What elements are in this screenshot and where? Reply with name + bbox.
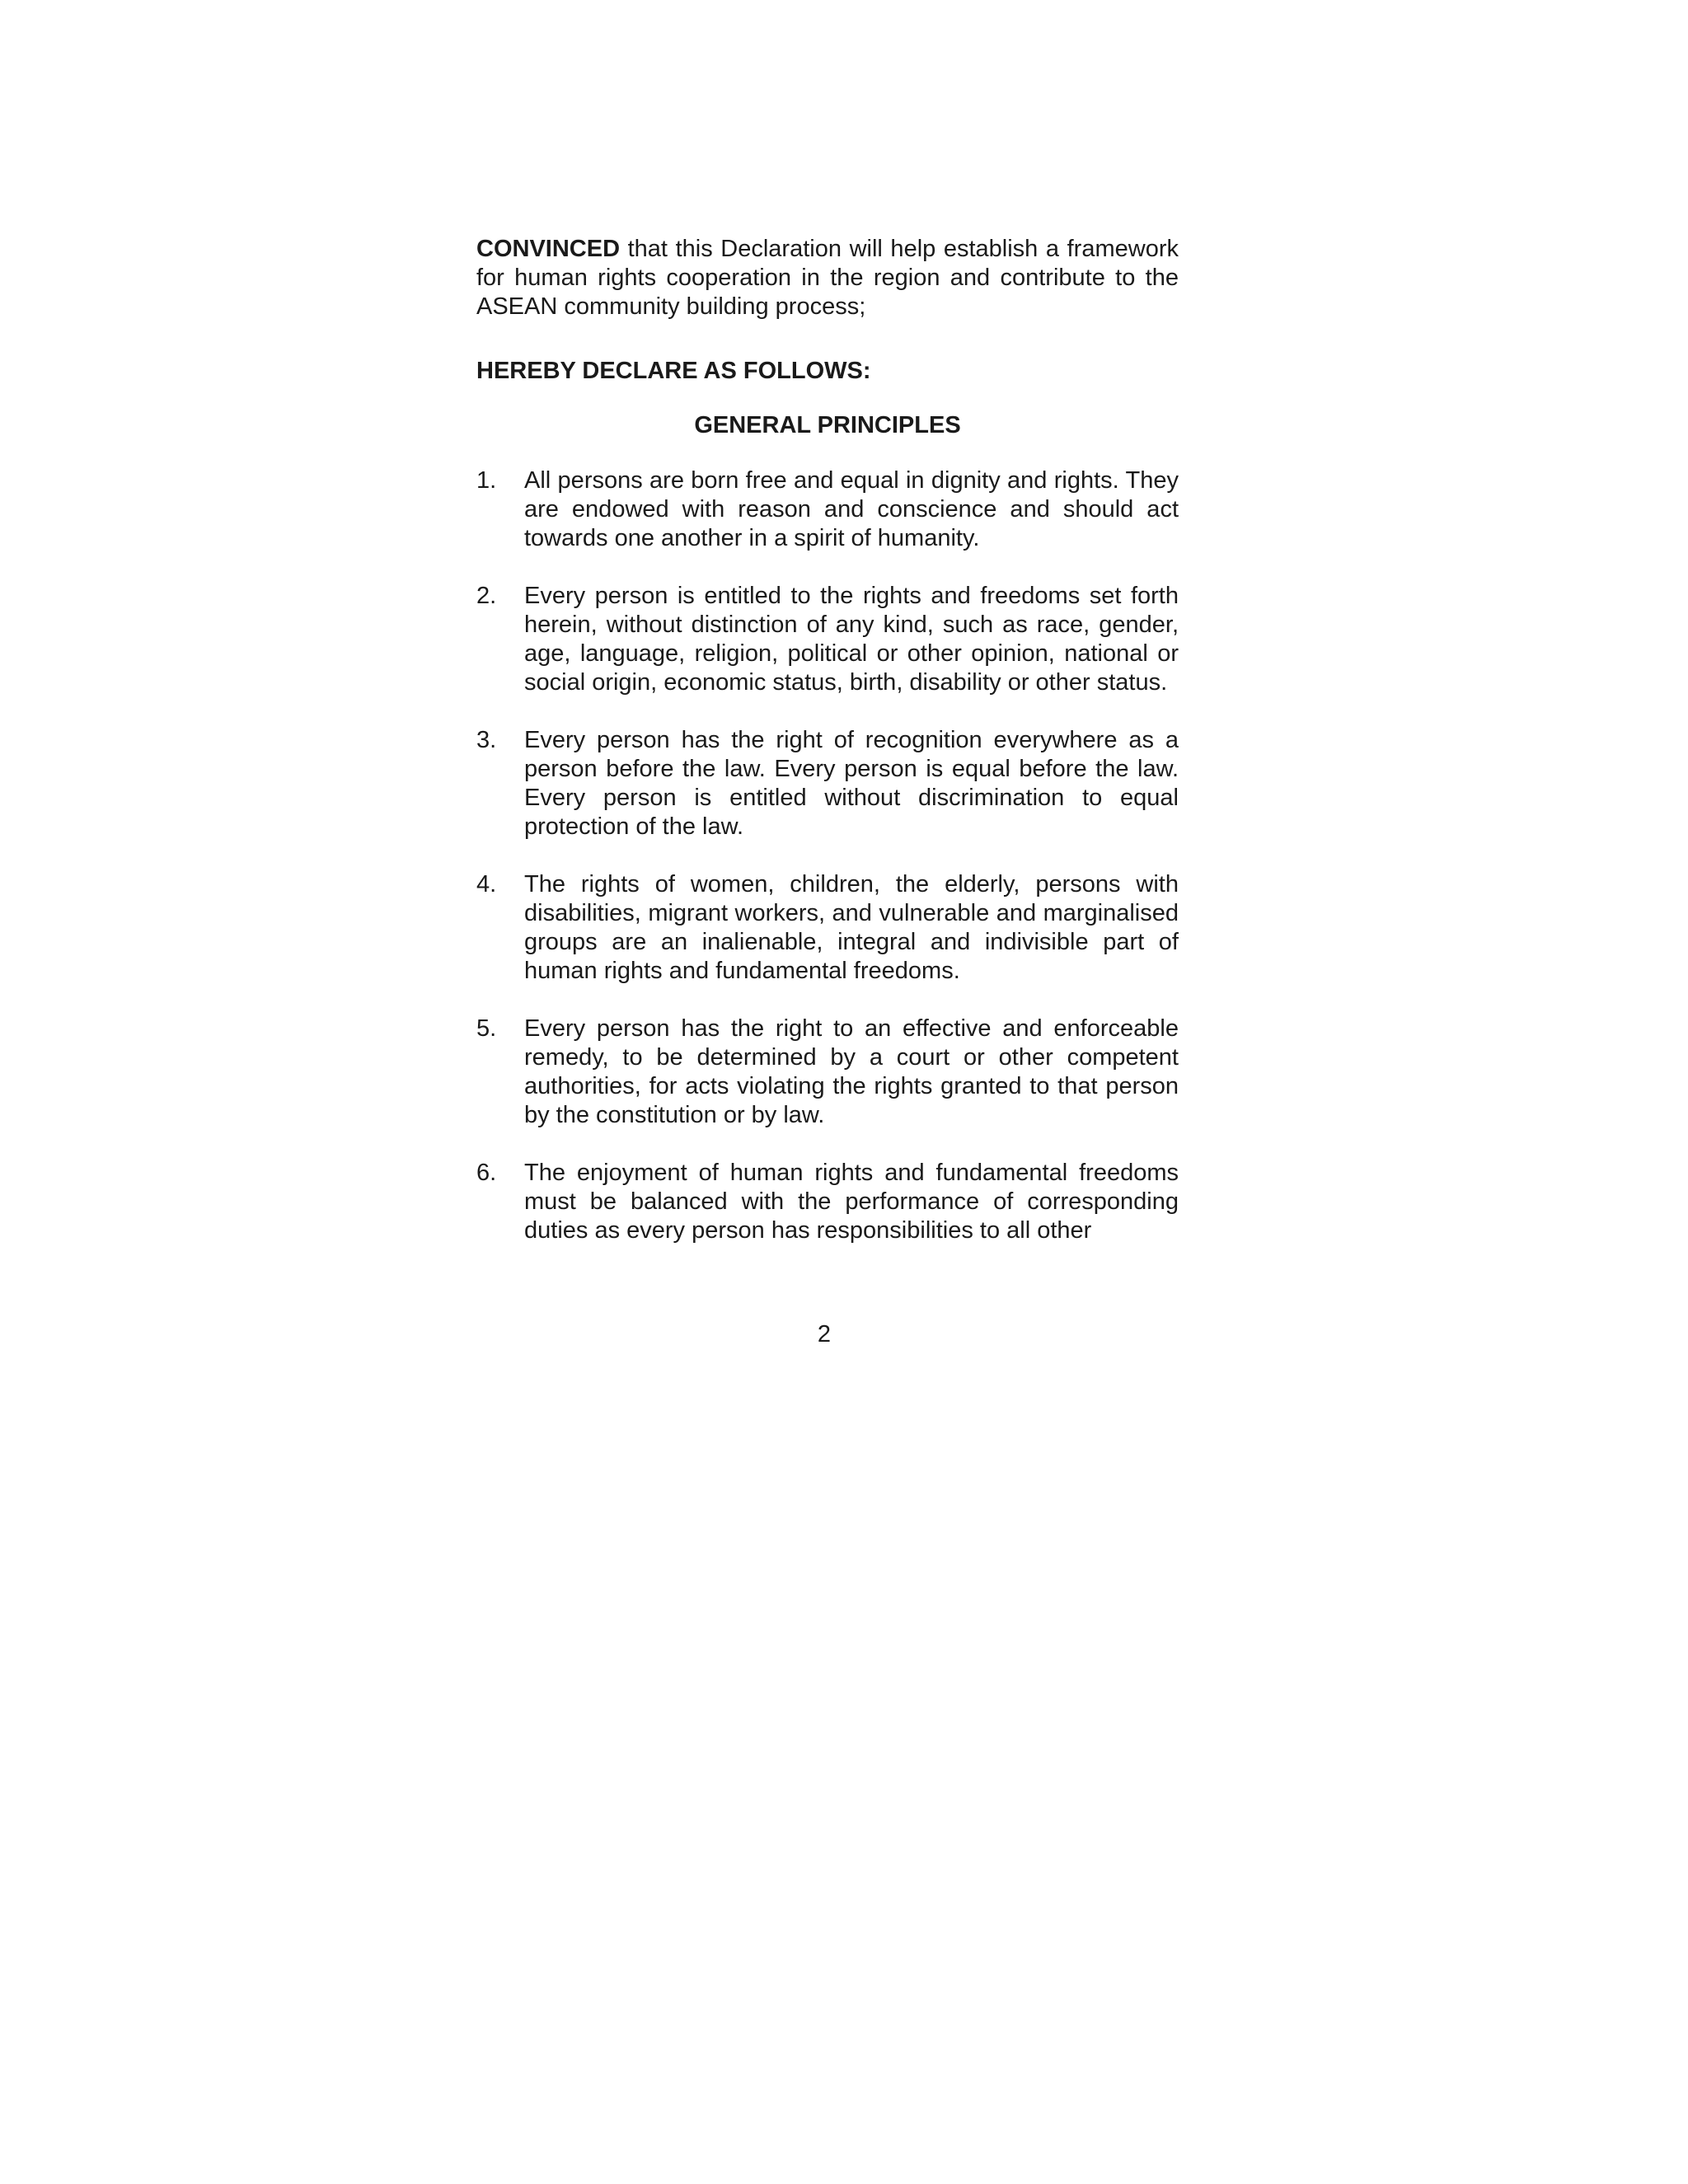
preamble-lead: CONVINCED [476, 236, 621, 262]
principle-item [476, 870, 1179, 986]
principle-text: The enjoyment of human rights and fundamental freedoms must be balanced with the performance of corresponding duties as every person has responsibilities to all other [524, 1160, 1179, 1244]
principle-number: 6. [476, 1160, 497, 1186]
principle-number: 5. [476, 1015, 497, 1042]
principle-text: All persons are born free and equal in dignity and rights. They are endowed with reason and conscience and should act towards one another in a spirit of humanity. [524, 467, 1179, 551]
page-number: 2 [817, 1321, 832, 1347]
principle-item [476, 1159, 1179, 1245]
principle-item [476, 466, 1179, 553]
principle-text: Every person has the right of recognition everywhere as a person before the law. Every person is equal before the law. Every person is entitled without discrimination to equal protection of the law. [524, 727, 1179, 840]
principle-item [476, 582, 1179, 697]
principle-item [476, 1015, 1179, 1130]
principles-list [476, 466, 1179, 1245]
principle-item [476, 726, 1179, 841]
preamble-paragraph [476, 235, 1179, 321]
section-title: GENERAL PRINCIPLES [694, 412, 961, 438]
principle-text: The rights of women, children, the elderly, persons with disabilities, migrant workers, and vulnerable and marginalised groups are an inalienable, integral and indivisible part of human rights and fundamental freedoms. [524, 871, 1179, 984]
principle-number: 3. [476, 727, 497, 753]
principle-number: 4. [476, 871, 497, 898]
principle-number: 2. [476, 583, 497, 609]
principle-text: Every person is entitled to the rights and freedoms set forth herein, without distinction of any kind, such as race, gender, age, language, religion, political or other opinion, national or social origin, economic status, birth, disability or other status. [524, 583, 1179, 696]
document-body [476, 235, 1179, 1274]
principle-number: 1. [476, 467, 497, 494]
preamble-text: that this Declaration will help establish a framework for human rights cooperation in the region and contribute to the ASEAN community building process; [476, 236, 1179, 320]
principle-text: Every person has the right to an effective and enforceable remedy, to be determined by a court or other competent authorities, for acts violating the rights granted to that person by the constitution or by law. [524, 1015, 1179, 1128]
declaration-heading: HEREBY DECLARE AS FOLLOWS: [476, 358, 871, 384]
